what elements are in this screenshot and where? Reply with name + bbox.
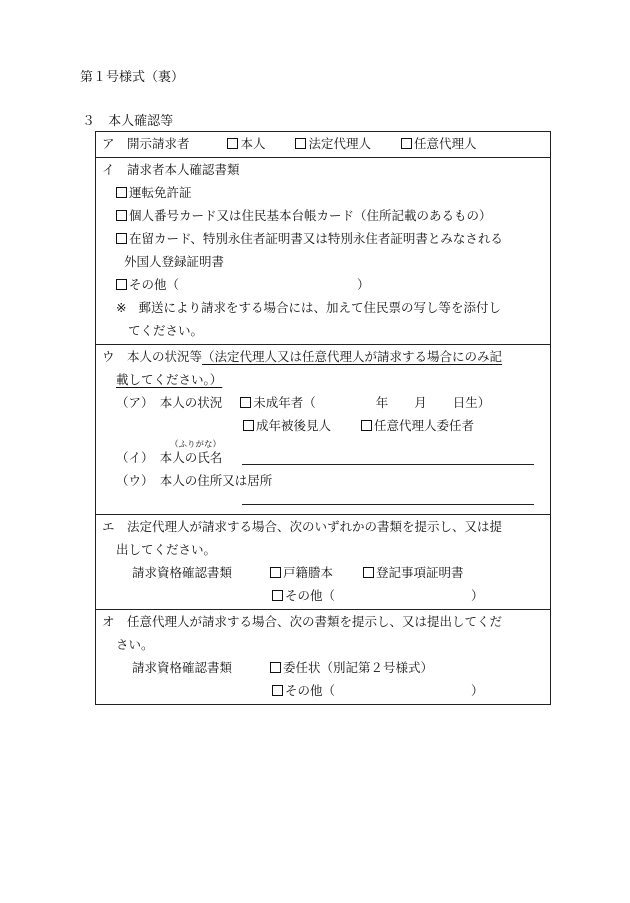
checkbox-icon[interactable] — [227, 138, 238, 149]
voluntary-agent-other-row[interactable]: その他（ ） — [102, 679, 544, 702]
principal-name-label: （イ） 本人の氏名 — [116, 450, 223, 465]
checkbox-icon[interactable] — [272, 685, 283, 696]
form-title: 第１号様式（裏） — [80, 70, 185, 85]
principal-name-row — [102, 440, 544, 469]
requester-type-section — [96, 132, 550, 158]
checkbox-icon[interactable] — [116, 187, 127, 198]
mail-note: ※ 郵送により請求をする場合には、加えて住民票の写し等を添付し — [116, 300, 501, 315]
requester-type-row — [102, 132, 544, 155]
option-power-of-attorney[interactable]: 委任状（別記第２号様式） — [270, 660, 433, 675]
section-title-text: 本人確認等 — [108, 114, 174, 129]
voluntary-agent-doc-section — [96, 610, 550, 704]
principal-address-label: （ウ） 本人の住所又は居所 — [116, 473, 273, 488]
option-family-register[interactable]: 戸籍謄本 — [270, 565, 333, 580]
checkbox-icon[interactable] — [270, 567, 281, 578]
checkbox-icon[interactable] — [270, 662, 281, 673]
principal-address-row — [102, 492, 544, 510]
legal-agent-doc-row — [102, 561, 544, 584]
note-mark: ※ — [116, 300, 127, 315]
checkbox-icon[interactable] — [240, 397, 251, 408]
voluntary-agent-instructions: オ 任意代理人が請求する場合、次の書類を提示し、又は提出してくだ — [102, 614, 503, 629]
principal-name-field[interactable] — [242, 464, 534, 465]
principal-status-row2 — [102, 414, 544, 437]
option-adult-ward[interactable]: 成年被後見人 — [243, 418, 331, 433]
legal-agent-other-row[interactable]: その他（ ） — [102, 584, 544, 607]
principal-status-heading: ウ 本人の状況等（法定代理人又は任意代理人が請求する場合にのみ記 — [102, 349, 503, 364]
checkbox-icon[interactable] — [116, 233, 127, 244]
mail-note-cont: てください。 — [128, 323, 204, 338]
option-legal-agent[interactable]: 法定代理人 — [295, 136, 371, 151]
checkbox-icon[interactable] — [363, 567, 374, 578]
checkbox-icon[interactable] — [272, 590, 283, 601]
id-option-mynumber[interactable]: 個人番号カード又は住民基本台帳カード（住所記載のあるもの） — [102, 204, 544, 227]
checkbox-icon[interactable] — [243, 420, 254, 431]
checkbox-icon[interactable] — [295, 138, 306, 149]
id-option-license[interactable]: 運転免許証 — [102, 181, 544, 204]
requester-id-section — [96, 158, 550, 345]
option-registry-certificate[interactable]: 登記事項証明書 — [363, 565, 464, 580]
legal-agent-doc-section — [96, 515, 550, 610]
voluntary-agent-instructions-cont: さい。 — [116, 637, 154, 652]
section-number: ３ — [82, 114, 96, 129]
id-option-residence-card-cont: 外国人登録証明書 — [124, 254, 225, 269]
identity-verification-table — [95, 131, 551, 705]
principal-status-heading-cont: 載してください。） — [116, 372, 223, 387]
checkbox-icon[interactable] — [116, 279, 127, 290]
option-principal[interactable]: 任意代理人委任者 — [361, 418, 474, 433]
id-option-residence-card[interactable]: 在留カード、特別永住者証明書又は特別永住者証明書とみなされる — [102, 227, 544, 250]
legal-agent-instructions: エ 法定代理人が請求する場合、次のいずれかの書類を提示し、又は提 — [102, 519, 503, 534]
principal-status-row: （ア） 本人の状況 未成年者（ 年 月 日生） — [116, 395, 491, 410]
voluntary-agent-doc-row — [102, 656, 544, 679]
checkbox-icon[interactable] — [116, 210, 127, 221]
principal-status-label: （ア） 本人の状況 — [116, 395, 223, 410]
option-voluntary-agent[interactable]: 任意代理人 — [401, 136, 477, 151]
legal-agent-instructions-cont: 出してください。 — [116, 542, 217, 557]
checkbox-icon[interactable] — [401, 138, 412, 149]
legal-agent-doc-label: 請求資格確認書類 — [132, 565, 233, 580]
section-heading — [82, 110, 173, 129]
option-minor[interactable]: 未成年者（ — [240, 395, 316, 410]
principal-address-field[interactable] — [242, 504, 534, 505]
requester-type-label: ア 開示請求者 — [102, 136, 190, 151]
voluntary-agent-doc-label: 請求資格確認書類 — [132, 660, 233, 675]
furigana-label: （ふりがな） — [170, 440, 222, 450]
requester-id-label: イ 請求者本人確認書類 — [102, 162, 240, 177]
option-self[interactable]: 本人 — [227, 136, 265, 151]
id-option-other[interactable]: その他（ ） — [102, 273, 544, 296]
principal-status-section — [96, 345, 550, 515]
checkbox-icon[interactable] — [361, 420, 372, 431]
